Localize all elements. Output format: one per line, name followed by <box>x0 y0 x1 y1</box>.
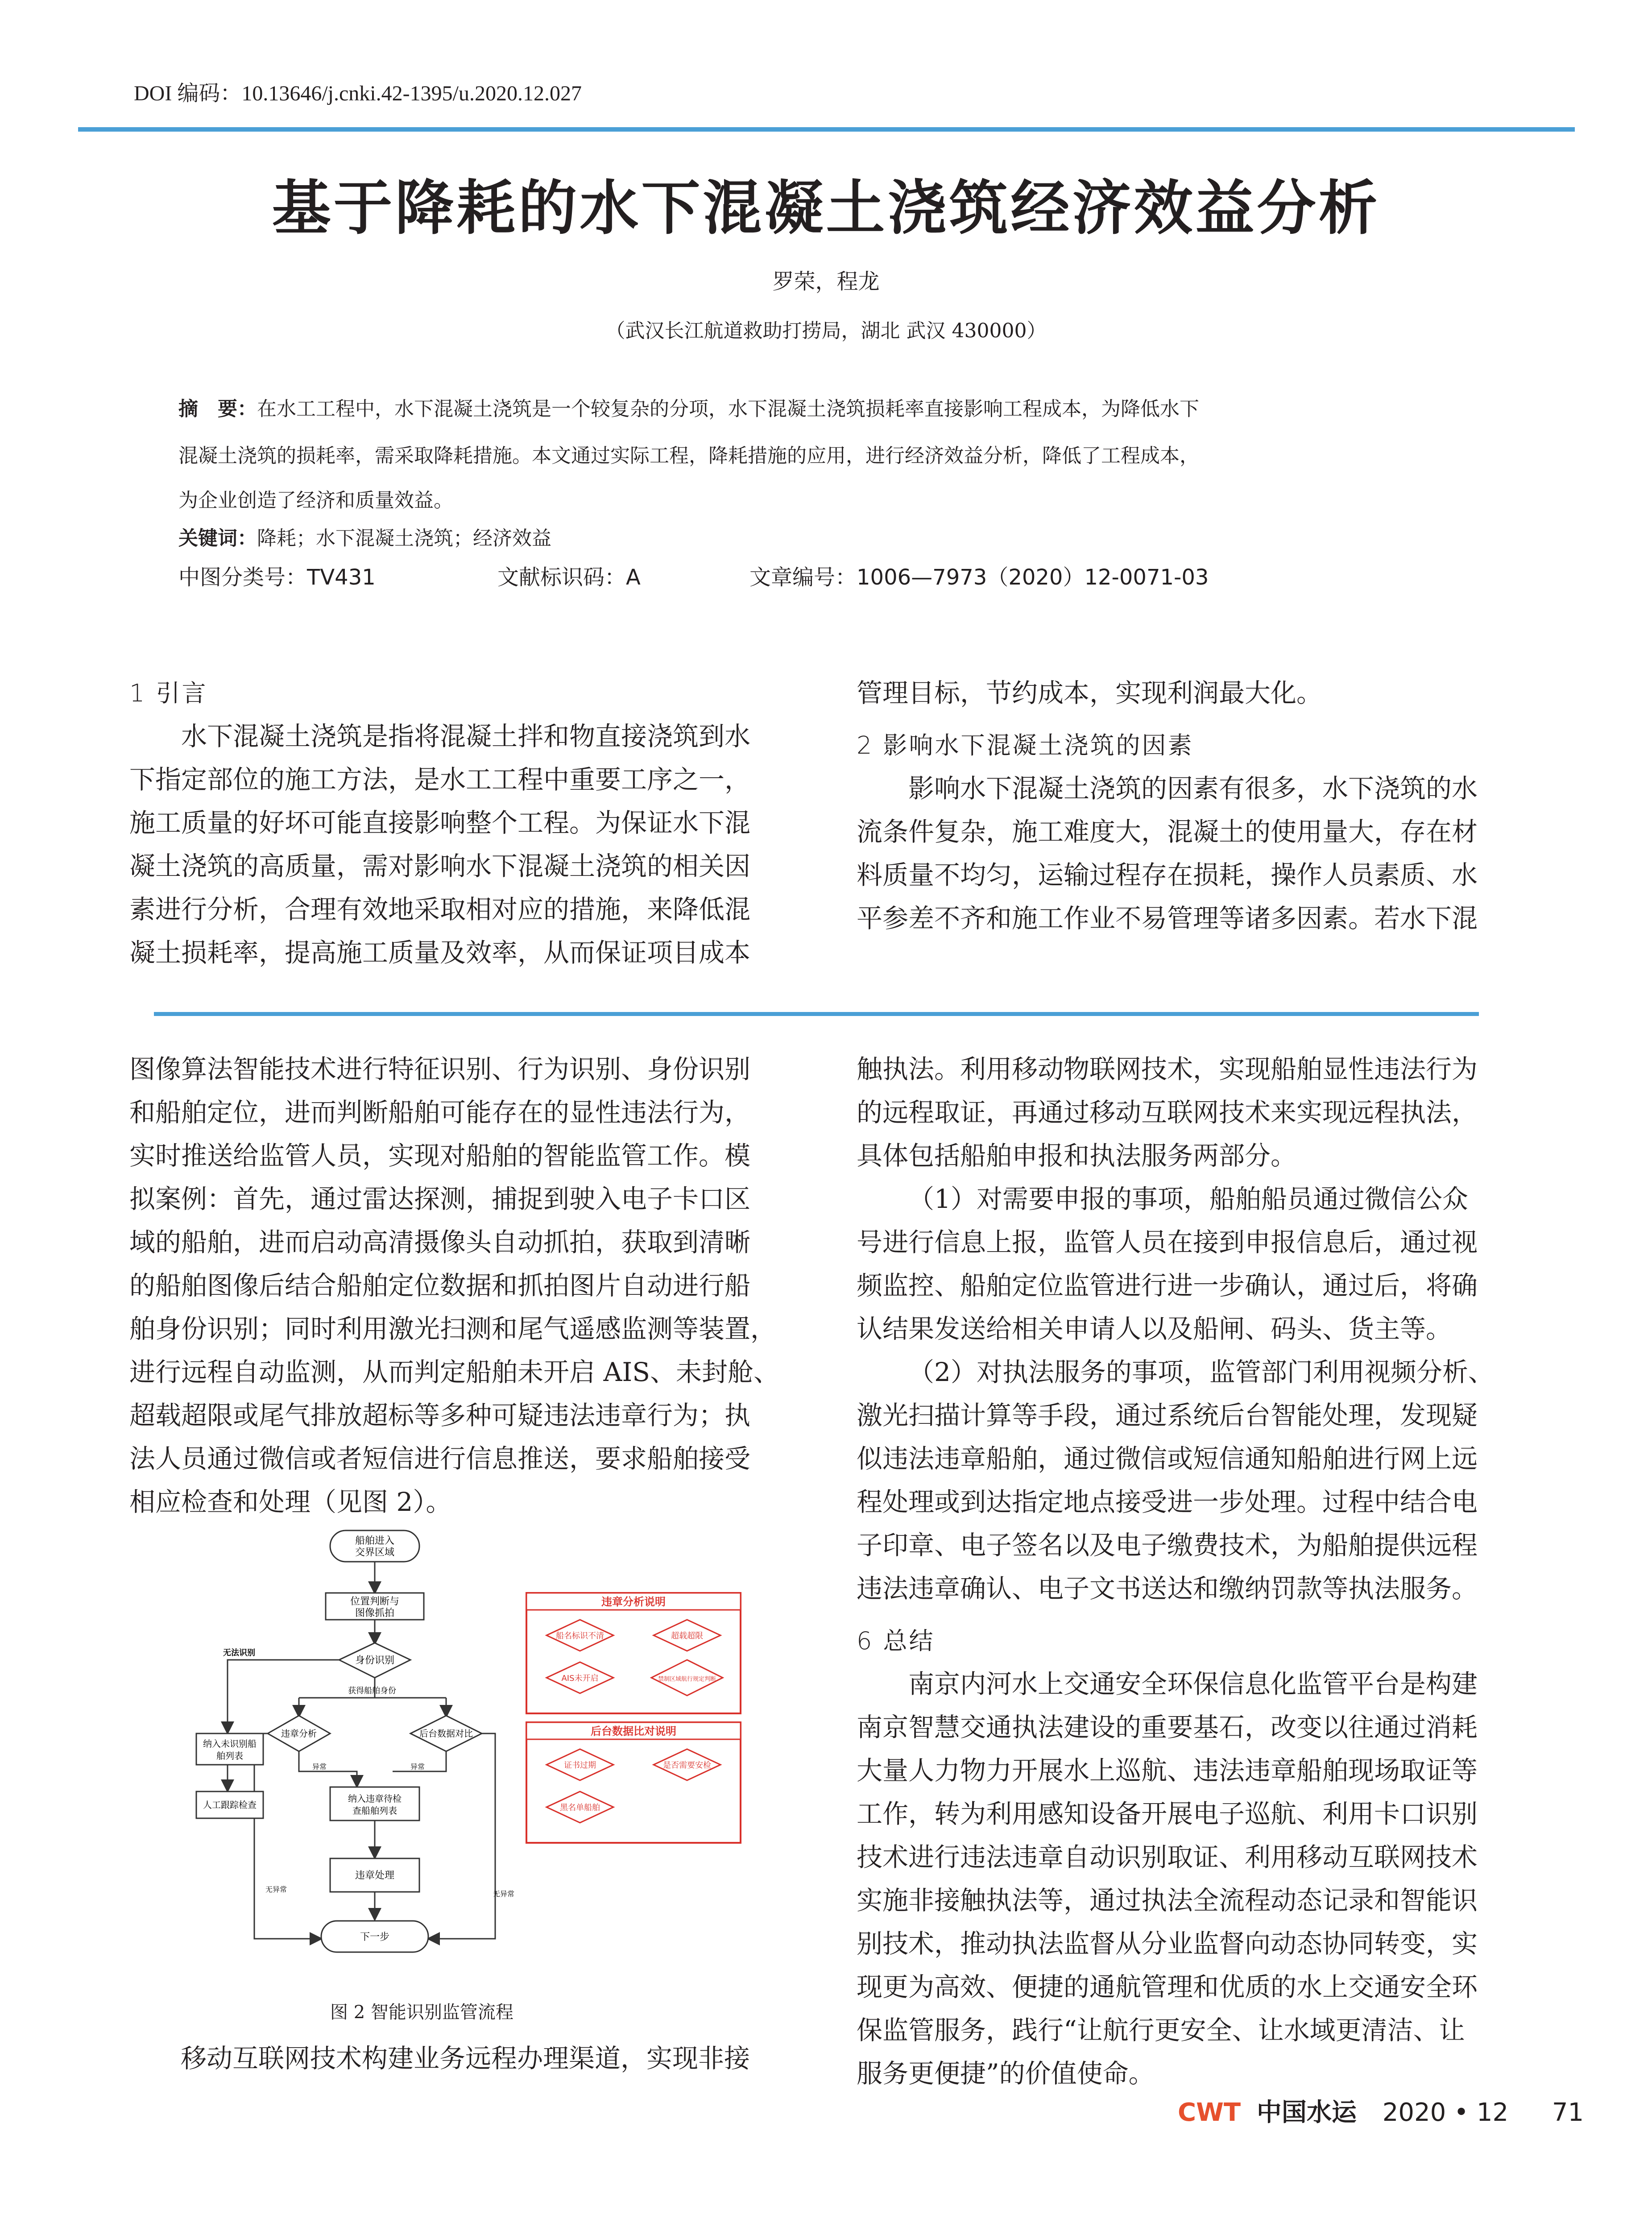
paragraph-line: 大量人力物力开展水上巡航、违法违章船舶现场取证等 <box>857 1755 1478 1786</box>
article-title: 基于降耗的水下混凝土浇筑经济效益分析 <box>272 174 1380 243</box>
paragraph-line: 号进行信息上报，监管人员在接到申报信息后，通过视 <box>857 1227 1478 1257</box>
flow-text: 船舶进入 <box>355 1535 395 1547</box>
footer-brand: CWT <box>1178 2098 1241 2127</box>
upper-right-column <box>857 672 1535 940</box>
flow-text: 人工跟踪检查 <box>203 1800 257 1810</box>
paragraph-line: 下指定部位的施工方法，是水工工程中重要工序之一， <box>129 764 751 795</box>
paragraph-line: 进行远程自动监测，从而判定船舶未开启 AIS、未封舱、 <box>129 1357 779 1387</box>
paragraph-line: 水下混凝土浇筑是指将混凝土拌和物直接浇筑到水 <box>181 721 751 751</box>
flow-text: 身份识别 <box>355 1655 395 1666</box>
paragraph-line: 影响水下混凝土浇筑的因素有很多，水下浇筑的水 <box>908 773 1478 804</box>
paragraph-line: 实时推送给监管人员，实现对船舶的智能监管工作。模 <box>129 1140 751 1171</box>
legend-violation-analysis <box>526 1593 741 1713</box>
paragraph-line: 和船舶定位，进而判断船舶可能存在的显性违法行为， <box>129 1097 751 1128</box>
footer-issue: 2020 • 12 <box>1382 2098 1509 2127</box>
flow-text: 位置判断与 <box>350 1596 400 1607</box>
flow-text: 纳入未识别船 <box>203 1738 257 1749</box>
paragraph-line: 拟案例：首先，通过雷达探测，捕捉到驶入电子卡口区 <box>129 1184 751 1214</box>
keywords <box>178 522 1481 551</box>
doi-line: DOI 编码：10.13646/j.cnki.42-1395/u.2020.12.027 <box>134 82 582 105</box>
abstract-line-1 <box>178 393 1481 421</box>
keywords-label: 关键词： <box>178 527 257 550</box>
paragraph-line: 子印章、电子签名以及电子缴费技术，为船舶提供远程 <box>857 1530 1478 1560</box>
legend-item: 船名标识不清 <box>556 1631 604 1641</box>
legend-backend-compare <box>526 1722 741 1843</box>
flow-text: 交界区域 <box>355 1547 395 1558</box>
abstract-label: 摘 要： <box>178 398 257 420</box>
paragraph-line: 相应检查和处理（见图 2）。 <box>129 1487 452 1517</box>
paragraph-line: 流条件复杂，施工难度大，混凝土的使用量大，存在材 <box>857 817 1478 847</box>
paragraph-line: 实施非接触执法等，通过执法全流程动态记录和智能识 <box>857 1885 1478 1916</box>
footer-journal: 中国水运 <box>1256 2098 1357 2127</box>
section-heading-factors: 2 影响水下混凝土浇筑的因素 <box>857 731 1194 759</box>
flow-text: 舶列表 <box>216 1750 243 1761</box>
legend-title: 违章分析说明 <box>601 1596 666 1608</box>
paragraph-line: 凝土浇筑的高质量，需对影响水下混凝土浇筑的相关因 <box>129 851 751 881</box>
paragraph-line: 施工质量的好坏可能直接影响整个工程。为保证水下混 <box>129 808 751 838</box>
affiliation: （武汉长江航道救助打捞局，湖北 武汉 430000） <box>605 319 1047 342</box>
paragraph-line: 舶身份识别；同时利用激光扫测和尾气遥感监测等装置， <box>129 1314 777 1344</box>
paragraph-line: （2）对执法服务的事项，监管部门利用视频分析、 <box>908 1357 1494 1387</box>
paragraph-line: 的船舶图像后结合船舶定位数据和抓拍图片自动进行船 <box>129 1270 751 1301</box>
clc-number: 中图分类号：TV431 <box>178 565 376 590</box>
article-number: 文章编号：1006—7973（2020）12-0071-03 <box>749 565 1209 590</box>
legend-item: 超载超限 <box>671 1631 703 1641</box>
legend-title: 后台数据比对说明 <box>591 1725 676 1738</box>
figure-caption: 图 2 智能识别监管流程 <box>330 2002 513 2023</box>
flow-text: 无异常 <box>493 1890 515 1898</box>
flow-text: 异常 <box>312 1762 327 1771</box>
paragraph-line: 南京智慧交通执法建设的重要基石，改变以往通过消耗 <box>857 1712 1478 1742</box>
paragraph-line: 凝土损耗率，提高施工质量及效率，从而保证项目成本 <box>129 937 751 968</box>
footer-page-number: 71 <box>1552 2098 1584 2127</box>
middle-rule <box>154 1012 1479 1016</box>
paragraph-line: 料质量不均匀，运输过程存在损耗，操作人员素质、水 <box>857 860 1478 890</box>
lower-left-after-figure <box>181 2037 859 2080</box>
legend-item: 是否需要安检 <box>663 1761 711 1770</box>
flow-text: 违章分析 <box>281 1728 317 1739</box>
paragraph-line: 超载超限或尾气排放超标等多种可疑违法违章行为；执 <box>129 1400 751 1431</box>
paragraph-line: 似违法违章船舶，通过微信或短信通知船舶进行网上远 <box>857 1443 1478 1474</box>
keywords-text: 降耗；水下混凝土浇筑；经济效益 <box>257 527 551 550</box>
paragraph-line: 管理目标，节约成本，实现利润最大化。 <box>857 678 1323 708</box>
section-heading-intro: 1 引言 <box>129 679 208 707</box>
legend-item: AIS未开启 <box>561 1674 599 1683</box>
paragraph-line: 具体包括船舶申报和执法服务两部分。 <box>857 1140 1297 1171</box>
upper-left-column <box>129 672 807 975</box>
paragraph-line: 素进行分析，合理有效地采取相对应的措施，来降低混 <box>129 894 751 925</box>
legend-item: 证书过期 <box>564 1761 596 1770</box>
flow-text: 纳入违章待检 <box>348 1793 402 1804</box>
flow-text: 查船舶列表 <box>352 1805 397 1816</box>
abstract-line-3: 为企业创造了经济和质量效益。 <box>178 489 453 512</box>
authors: 罗荣，程龙 <box>772 269 880 294</box>
paragraph-line: 违法违章确认、电子文书送达和缴纳罚款等执法服务。 <box>857 1573 1478 1604</box>
header-rule <box>78 127 1575 132</box>
paragraph-line: 南京内河水上交通安全环保信息化监管平台是构建 <box>908 1669 1478 1699</box>
paragraph-line: 程处理或到达指定地点接受进一步处理。过程中结合电 <box>857 1487 1478 1517</box>
paragraph-line: 别技术，推动执法监督从分业监督向动态协同转变，实 <box>857 1928 1478 1959</box>
paragraph-line: 法人员通过微信或者短信进行信息推送，要求船舶接受 <box>129 1443 751 1474</box>
lower-left-column <box>129 1048 807 1524</box>
paragraph-line: 域的船舶，进而启动高清摄像头自动抓拍，获取到清晰 <box>129 1227 751 1257</box>
paragraph-line: 激光扫描计算等手段，通过系统后台智能处理，发现疑 <box>857 1400 1478 1431</box>
paragraph-line: 保监管服务，践行“让航行更安全、让水域更清洁、让 <box>857 2015 1465 2045</box>
paragraph-line: 现更为高效、便捷的通航管理和优质的水上交通安全环 <box>857 1972 1478 2002</box>
legend-item: 禁制区域航行规定判断 <box>658 1676 716 1683</box>
flow-text: 后台数据对比 <box>419 1728 473 1739</box>
figure-flowchart <box>178 1526 758 1992</box>
abstract-line-2: 混凝土浇筑的损耗率，需采取降耗措施。本文通过实际工程，降耗措施的应用，进行经济效益分析，降低了工程成本， <box>178 444 1199 467</box>
flow-text: 获得船舶身份 <box>348 1686 396 1696</box>
paragraph-line: 服务更便捷”的价值使命。 <box>857 2058 1155 2089</box>
section-heading-summary: 6 总结 <box>857 1627 935 1655</box>
paragraph-line: 工作，转为利用感知设备开展电子巡航、利用卡口识别 <box>857 1799 1478 1829</box>
flow-text: 违章处理 <box>355 1870 395 1881</box>
paragraph-line: 触执法。利用移动物联网技术，实现船舶显性违法行为 <box>857 1054 1478 1084</box>
lower-right-column <box>857 1048 1535 2095</box>
paragraph-line: 移动互联网技术构建业务远程办理渠道，实现非接 <box>181 2043 750 2073</box>
flow-text: 图像抓拍 <box>355 1608 395 1619</box>
paragraph-line: 认结果发送给相关申请人以及船闸、码头、货主等。 <box>857 1314 1452 1344</box>
flow-text: 异常 <box>410 1762 425 1771</box>
paragraph-line: 技术进行违法违章自动识别取证、利用移动互联网技术 <box>857 1842 1478 1872</box>
document-code: 文献标识码：A <box>497 565 641 590</box>
flow-text: 无异常 <box>265 1885 287 1894</box>
flow-text: 下一步 <box>360 1932 390 1943</box>
paragraph-line: （1）对需要申报的事项，船舶船员通过微信公众 <box>908 1184 1468 1214</box>
page-footer <box>1178 2093 1584 2128</box>
paragraph-line: 平参差不齐和施工作业不易管理等诸多因素。若水下混 <box>857 903 1478 933</box>
paragraph-line: 频监控、船舶定位监管进行进一步确认，通过后，将确 <box>857 1270 1478 1301</box>
paragraph-line: 的远程取证，再通过移动互联网技术来实现远程执法， <box>857 1097 1478 1128</box>
flow-text: 无法识别 <box>223 1648 255 1658</box>
paragraph-line: 图像算法智能技术进行特征识别、行为识别、身份识别 <box>129 1054 751 1084</box>
abstract-text: 在水工工程中，水下混凝土浇筑是一个较复杂的分项，水下混凝土浇筑损耗率直接影响工程成本，为降低水下 <box>257 398 1199 420</box>
legend-item: 黑名单船舶 <box>560 1803 600 1812</box>
